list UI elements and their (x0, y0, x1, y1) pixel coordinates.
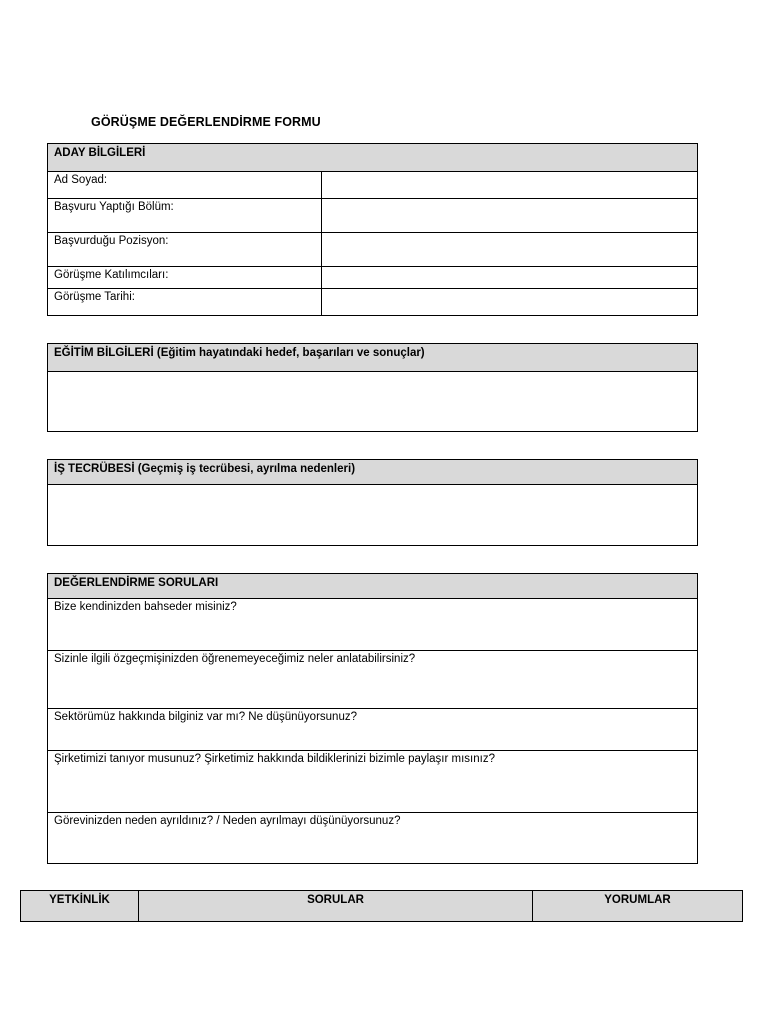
candidate-row-position (48, 233, 697, 267)
question-row (48, 813, 697, 864)
department-label: Başvuru Yaptığı Bölüm: (54, 201, 174, 213)
education-header: EĞİTİM BİLGİLERİ (Eğitim hayatındaki hedef, başarıları ve sonuçlar) (48, 344, 697, 372)
name-label: Ad Soyad: (54, 174, 108, 186)
participants-label: Görüşme Katılımcıları: (54, 269, 169, 281)
question-2: Sizinle ilgili özgeçmişinizden öğrenemeyeceğimiz neler anlatabilirsiniz? (54, 653, 416, 665)
questions-column-header: SORULAR (139, 891, 533, 921)
question-4: Şirketimizi tanıyor musunuz? Şirketimiz hakkında bildiklerinizi bizimle paylaşır mısınız? (54, 753, 495, 765)
candidate-row-date (48, 289, 697, 316)
question-1: Bize kendinizden bahseder misiniz? (54, 601, 237, 613)
education-table (47, 343, 698, 432)
education-content (48, 372, 697, 432)
question-row (48, 751, 697, 813)
question-5: Görevinizden neden ayrıldınız? / Neden ayrılmayı düşünüyorsunuz? (54, 815, 401, 827)
candidate-row-name (48, 172, 697, 199)
questions-table (47, 573, 698, 864)
experience-table (47, 459, 698, 546)
experience-header: İŞ TECRÜBESİ (Geçmiş iş tecrübesi, ayrılma nedenleri) (48, 460, 697, 485)
question-row (48, 651, 697, 709)
form-title: GÖRÜŞME DEĞERLENDİRME FORMU (91, 115, 321, 129)
competency-column-header: YETKİNLİK (21, 891, 139, 921)
competency-table-header (20, 890, 743, 922)
candidate-row-department (48, 199, 697, 233)
experience-content (48, 485, 697, 546)
questions-header: DEĞERLENDİRME SORULARI (48, 574, 697, 599)
interview-date-label: Görüşme Tarihi: (54, 291, 135, 303)
candidate-row-participants (48, 267, 697, 289)
candidate-info-header: ADAY BİLGİLERİ (48, 144, 697, 172)
question-3: Sektörümüz hakkında bilginiz var mı? Ne düşünüyorsunuz? (54, 711, 357, 723)
comments-column-header: YORUMLAR (604, 894, 671, 906)
question-row (48, 599, 697, 651)
question-row (48, 709, 697, 751)
candidate-info-table (47, 143, 698, 316)
position-label: Başvurduğu Pozisyon: (54, 235, 169, 247)
